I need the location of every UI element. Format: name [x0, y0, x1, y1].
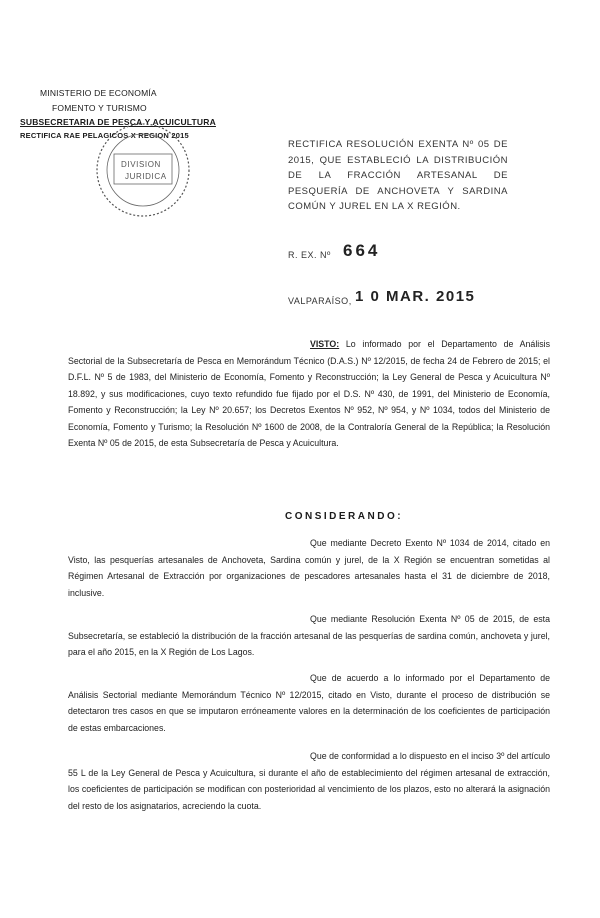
resolution-label: R. EX. Nº — [288, 250, 331, 260]
resolution-date: 1 0 MAR. 2015 — [355, 288, 476, 305]
place-label: VALPARAÍSO, — [288, 296, 352, 306]
visto-paragraph — [68, 336, 550, 452]
resolution-subject: RECTIFICA RESOLUCIÓN EXENTA Nº 05 DE 2015, QUE ESTABLECIÓ LA DISTRIBUCIÓN DE LA FRACCIÓN ARTESANAL DE PESQUERÍA DE ANCHOVETA Y SARDINA COMÚN Y JUREL EN LA X REGIÓN. — [288, 139, 508, 212]
visto-heading: VISTO: — [310, 339, 340, 349]
stamp-label-division: DIVISION — [121, 160, 161, 169]
considerando-paragraph-1: Que mediante Decreto Exento Nº 1034 de 2014, citado en Visto, las pesquerías artesanales de Anchoveta, Sardina común y jurel, de la X Región se encuentran sometidas al Régimen Artesanal de Extracción por organizaciones de pescadores artesanales hasta el 31 de diciembre de 2018, inclusive. — [68, 538, 550, 598]
resolution-number: 664 — [343, 241, 381, 260]
document-code: RECTIFICA RAE PELAGICOS X REGION 2015 — [20, 131, 189, 140]
considerando-heading: CONSIDERANDO: — [285, 511, 404, 522]
considerando-paragraph-4: Que de conformidad a lo dispuesto en el inciso 3º del artículo 55 L de la Ley General de Pesca y Acuicultura, si durante el año de establecimiento del régimen artesanal de extracción, los coeficientes de participación se modifican con posterioridad al vencimiento de los plazos, esto no alterará la asignación del resto de los asignatarios, acreciendo la cuota. — [68, 751, 550, 811]
considerando-paragraph-3: Que de acuerdo a lo informado por el Departamento de Análisis Sectorial mediante Memorándum Técnico Nº 12/2015, citado en Visto, durante el proceso de distribución se detectaron tres casos en que se imputaron erróneamente valores en la determinación de los coeficientes de participación de estas embarcaciones. — [68, 673, 550, 733]
ministry-line: MINISTERIO DE ECONOMÍA — [40, 88, 157, 98]
division-juridica-stamp — [92, 120, 194, 220]
considerando-paragraph-2: Que mediante Resolución Exenta Nº 05 de 2015, de esta Subsecretaría, se estableció la distribución de la fracción artesanal de las pesquerías de sardina común, anchoveta y jurel, para el año 2015, en la X Región de Los Lagos. — [68, 614, 550, 657]
subsecretaria-line: SUBSECRETARIA DE PESCA Y ACUICULTURA — [20, 117, 216, 127]
visto-text: Lo informado por el Departamento de Análisis Sectorial de la Subsecretaría de Pesca en Memorándum Técnico (D.A.S.) Nº 12/2015, de fecha 24 de Febrero de 2015; el D.F.L. Nº 5 de 1983, del Ministerio de Economía, Fomento y Reconstrucción; la Ley General de Pesca y Acuicultura Nº 18.892, y sus modificaciones, cuyo texto refundido fue fijado por el D.S. Nº 430, de 1991, del Ministerio de Economía, Fomento y Reconstrucción; la Ley Nº 20.657; los Decretos Exentos Nº 952, Nº 954, y Nº 1034, todos del Ministerio de Economía, Fomento y Turismo; la Resolución Nº 1600 de 2008, de la Contraloría General de la República; la Resolución Exenta Nº 05 de 2015, de esta Subsecretaría de Pesca y Acuicultura. — [68, 339, 550, 448]
ministry-subline: FOMENTO Y TURISMO — [52, 103, 147, 113]
stamp-label-juridica: JURIDICA — [125, 172, 167, 181]
stamp-seal-icon — [92, 120, 194, 220]
